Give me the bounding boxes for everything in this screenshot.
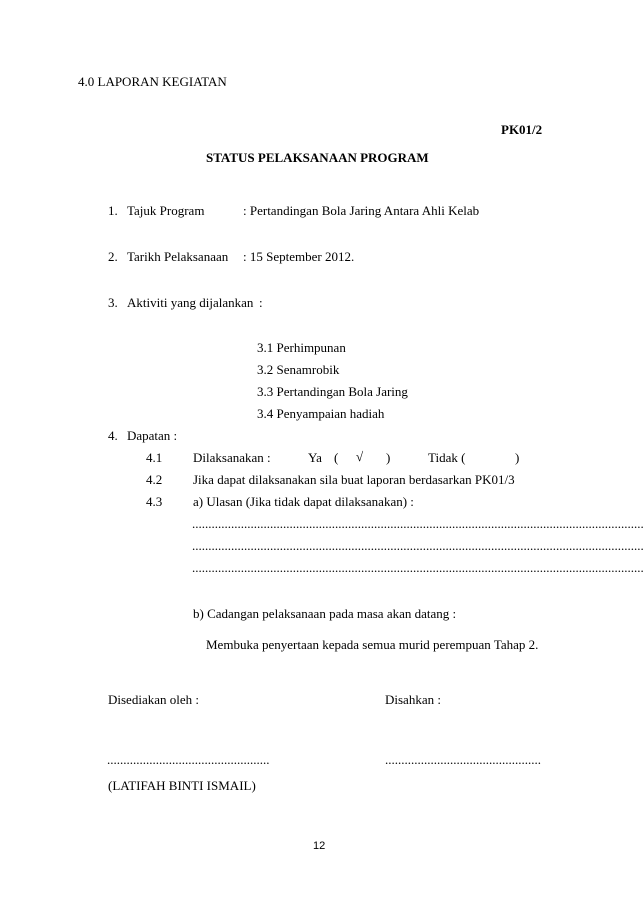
- activity-item: 3.1 Perhimpunan: [257, 340, 346, 355]
- sub42-number: 4.2: [146, 472, 163, 487]
- sub41-tidak: Tidak (: [428, 450, 466, 465]
- sub42-text: Jika dapat dilaksanakan sila buat laporan berdasarkan PK01/3: [193, 472, 515, 487]
- item1-number: 1.: [108, 203, 118, 218]
- comment-dotted-line: ...........................................................................................................................................: [192, 560, 644, 575]
- prepared-by-name: (LATIFAH BINTI ISMAIL): [108, 778, 256, 793]
- suggestion-value: Membuka penyertaan kepada semua murid perempuan Tahap 2.: [206, 637, 539, 652]
- sub41-number: 4.1: [146, 450, 163, 465]
- sub43-text: a) Ulasan (Jika tidak dapat dilaksanakan) :: [193, 494, 414, 509]
- activity-item: 3.2 Senamrobik: [257, 362, 340, 377]
- approved-signature-line: ................................................: [385, 752, 541, 767]
- item2-value: : 15 September 2012.: [243, 249, 355, 264]
- document-title: STATUS PELAKSANAAN PROGRAM: [206, 150, 429, 165]
- sub43-number: 4.3: [146, 494, 163, 509]
- item3-label: Aktiviti yang dijalankan: [127, 295, 254, 310]
- page-number: 12: [313, 840, 326, 852]
- sub41-tidak-close: ): [515, 450, 520, 465]
- suggestion-label: b) Cadangan pelaksanaan pada masa akan datang :: [193, 606, 457, 621]
- section-heading: 4.0 LAPORAN KEGIATAN: [78, 74, 227, 89]
- form-code: PK01/2: [501, 122, 543, 137]
- prepared-by-label: Disediakan oleh :: [108, 692, 199, 707]
- item1-value: : Pertandingan Bola Jaring Antara Ahli Kelab: [243, 203, 480, 218]
- item4-number: 4.: [108, 428, 118, 443]
- prepared-signature-line: ..................................................: [107, 752, 270, 767]
- sub41-ya-close: ): [386, 450, 391, 465]
- item4-label: Dapatan :: [127, 428, 178, 443]
- sub41-label: Dilaksanakan :: [193, 450, 271, 465]
- item3-number: 3.: [108, 295, 118, 310]
- sub41-check: √: [356, 449, 364, 464]
- comment-dotted-line: ...........................................................................................................................................: [192, 516, 644, 531]
- comment-dotted-line: ...........................................................................................................................................: [192, 538, 644, 553]
- activity-item: 3.4 Penyampaian hadiah: [257, 406, 385, 421]
- item2-label: Tarikh Pelaksanaan: [127, 249, 229, 264]
- item1-label: Tajuk Program: [127, 203, 205, 218]
- sub41-ya-open: (: [334, 450, 339, 465]
- approved-by-label: Disahkan :: [385, 692, 441, 707]
- item2-number: 2.: [108, 249, 118, 264]
- activity-item: 3.3 Pertandingan Bola Jaring: [257, 384, 408, 399]
- sub41-ya: Ya: [308, 450, 322, 465]
- item3-colon: :: [259, 295, 263, 310]
